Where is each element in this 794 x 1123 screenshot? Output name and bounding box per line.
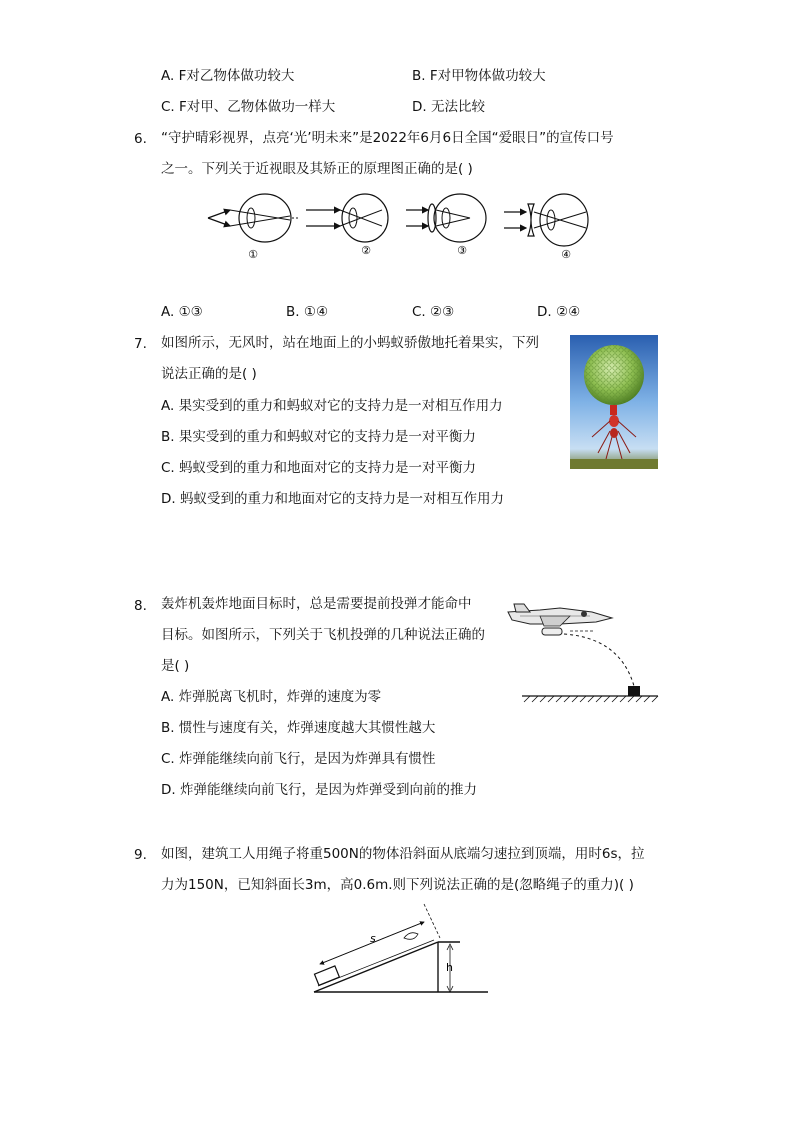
fig-label-2: ② [361,244,371,257]
q6-option-c: C. ②③ [412,304,455,320]
q6-stem-line2: 之一。下列关于近视眼及其矫正的原理图正确的是( ) [161,161,473,177]
fig-label-3: ③ [457,244,467,257]
eye-diagram-2 [306,194,388,257]
q6-stem-line1: “守护晴彩视界，点亮‘光’明未来”是2022年6月6日全国“爱眼日”的宣传口号 [161,130,614,146]
q7-number: 7. [134,336,147,352]
ant-image [610,405,617,415]
q8-stem-line1: 轰炸机轰炸地面目标时，总是需要提前投弹才能命中 [161,596,472,612]
q8-stem-line2: 目标。如图所示，下列关于飞机投弹的几种说法正确的 [161,627,485,643]
q6-eye-diagrams [200,188,600,264]
q7-option-c: C. 蚂蚁受到的重力和地面对它的支持力是一对平衡力 [161,460,477,476]
q8-option-a: A. 炸弹脱离飞机时，炸弹的速度为零 [161,689,382,705]
eye-diagram-1 [208,194,298,261]
q6-option-a: A. ①③ [161,304,203,320]
eye-diagram-4 [504,194,588,261]
q8-option-b: B. 惯性与速度有关，炸弹速度越大其惯性越大 [161,720,436,736]
q5-option-d: D. 无法比较 [412,99,485,115]
q7-option-d: D. 蚂蚁受到的重力和地面对它的支持力是一对相互作用力 [161,491,504,507]
q6-option-d: D. ②④ [537,304,581,320]
q7-option-a: A. 果实受到的重力和蚂蚁对它的支持力是一对相互作用力 [161,398,503,414]
bomb-trajectory [564,634,634,686]
incline-diagram [300,898,494,998]
eye-diagram-3 [406,194,486,257]
block-object [314,966,339,985]
q5-option-b: B. F对甲物体做功较大 [412,68,546,84]
ant-fruit-photo [570,335,658,469]
label-s: s [370,932,376,945]
q9-stem-line1: 如图，建筑工人用绳子将重500N的物体沿斜面从底端匀速拉到顶端，用时6s，拉 [161,846,645,862]
airplane-image [508,604,612,626]
q5-option-c: C. F对甲、乙物体做功一样大 [161,99,336,115]
ground-target [628,686,640,696]
bomber-diagram [500,596,662,708]
fig-label-4: ④ [561,248,571,261]
q7-stem-line1: 如图所示，无风时，站在地面上的小蚂蚁骄傲地托着果实，下列 [161,335,539,351]
q8-option-c: C. 炸弹能继续向前飞行，是因为炸弹具有惯性 [161,751,436,767]
q6-option-b: B. ①④ [286,304,329,320]
q7-stem-line2: 说法正确的是( ) [161,366,257,382]
q8-option-d: D. 炸弹能继续向前飞行，是因为炸弹受到向前的推力 [161,782,477,798]
ground-hatching [524,696,658,702]
q5-option-a: A. F对乙物体做功较大 [161,68,295,84]
bomb-image [542,628,562,635]
q8-number: 8. [134,598,147,614]
label-h: h [446,961,453,974]
q9-number: 9. [134,847,147,863]
q9-stem-line2: 力为150N，已知斜面长3m，高0.6m.则下列说法正确的是(忽略绳子的重力)( ) [161,877,634,893]
worker-figure [404,933,418,940]
q8-stem-line3: 是( ) [161,658,190,674]
fig-label-1: ① [248,248,258,261]
q6-number: 6. [134,131,147,147]
q7-option-b: B. 果实受到的重力和蚂蚁对它的支持力是一对平衡力 [161,429,476,445]
